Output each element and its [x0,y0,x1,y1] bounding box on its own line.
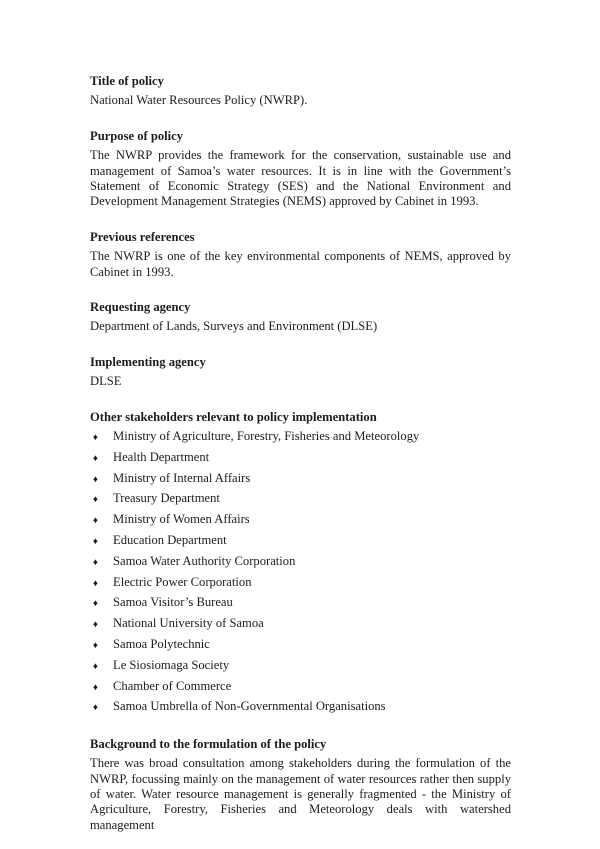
section-purpose-of-policy [90,129,511,210]
diamond-bullet-icon: ♦ [93,661,98,672]
list-item-text: Chamber of Commerce [113,678,232,693]
list-item [90,679,511,696]
list-item [90,699,511,716]
diamond-bullet-icon: ♦ [93,682,98,693]
diamond-bullet-icon: ♦ [93,578,98,589]
section-implementing-agency [90,355,511,390]
section-background [90,737,511,833]
list-item-text: Le Siosiomaga Society [113,657,230,672]
list-item [90,637,511,654]
list-item [90,512,511,529]
paragraph: National Water Resources Policy (NWRP). [90,93,308,108]
list-item-text: Electric Power Corporation [113,574,252,589]
section-other-stakeholders [90,410,511,717]
list-item-text: Ministry of Women Affairs [113,512,250,527]
list-item-text: Samoa Polytechnic [113,637,210,652]
list-item [90,533,511,550]
section-title-of-policy [90,74,511,109]
list-item [90,575,511,592]
section-heading: Purpose of policy [90,128,184,143]
list-item-text: National University of Samoa [113,616,264,631]
list-item-text: Samoa Visitor’s Bureau [113,595,233,610]
list-item [90,450,511,467]
list-item-text: Health Department [113,449,210,464]
list-item-text: Education Department [113,533,227,548]
diamond-bullet-icon: ♦ [93,620,98,631]
diamond-bullet-icon: ♦ [93,453,98,464]
stakeholder-list [90,429,511,717]
section-heading: Title of policy [90,74,164,88]
list-item [90,471,511,488]
section-heading: Other stakeholders relevant to policy implementation [90,409,377,424]
diamond-bullet-icon: ♦ [93,703,98,714]
list-item [90,554,511,571]
list-item [90,491,511,508]
list-item-text: Samoa Umbrella of Non-Governmental Organisations [113,699,386,714]
diamond-bullet-icon: ♦ [93,641,98,652]
list-item [90,595,511,612]
section-heading: Background to the formulation of the policy [90,736,327,751]
paragraph: There was broad consultation among stakeholders during the formulation of the NWRP, focussing mainly on the management of water resources rather then supply of water. Water resource management is generally fragmented - the Ministry of Agriculture, Forestry, Fisheries and Meteorology deals with watershed management [90,756,511,832]
list-item-text: Ministry of Internal Affairs [113,470,251,485]
list-item [90,429,511,446]
diamond-bullet-icon: ♦ [93,537,98,548]
list-item [90,616,511,633]
section-previous-references [90,230,511,280]
section-heading: Requesting agency [90,300,191,315]
paragraph: The NWRP is one of the key environmental components of NEMS, approved by Cabinet in 1993. [90,249,511,279]
paragraph: The NWRP provides the framework for the conservation, sustainable use and management of Samoa’s water resources. It is in line with the Government’s Statement of Economic Strategy (SES) and the National Environment and Development Management Strategies (NEMS) approved by Cabinet in 1993. [90,148,511,209]
diamond-bullet-icon: ♦ [93,433,98,444]
diamond-bullet-icon: ♦ [93,474,98,485]
diamond-bullet-icon: ♦ [93,557,98,568]
list-item-text: Ministry of Agriculture, Forestry, Fisheries and Meteorology [113,429,420,444]
diamond-bullet-icon: ♦ [93,599,98,610]
section-requesting-agency [90,300,511,335]
paragraph: DLSE [90,374,122,389]
section-heading: Implementing agency [90,354,206,369]
diamond-bullet-icon: ♦ [93,495,98,506]
list-item-text: Treasury Department [113,491,220,506]
diamond-bullet-icon: ♦ [93,516,98,527]
list-item-text: Samoa Water Authority Corporation [113,553,296,568]
section-heading: Previous references [90,229,195,244]
list-item [90,658,511,675]
paragraph: Department of Lands, Surveys and Environment (DLSE) [90,319,378,334]
